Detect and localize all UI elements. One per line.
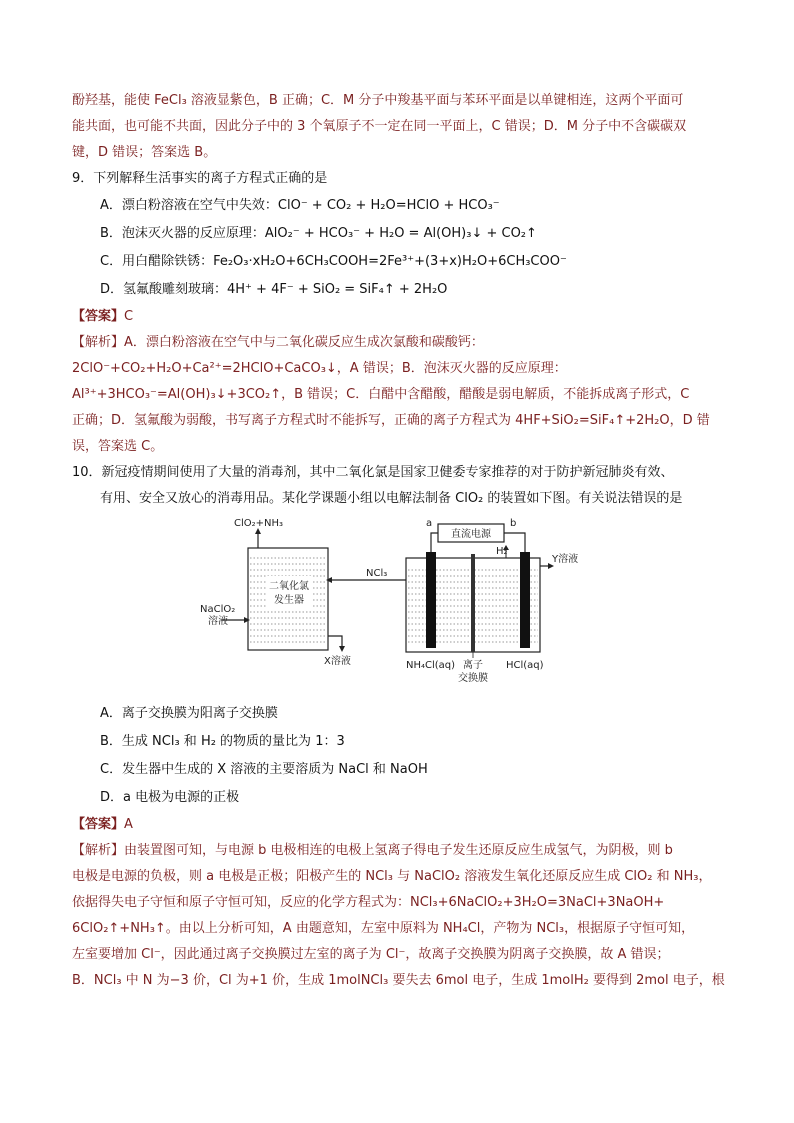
question-stem-line: 有用、安全又放心的消毒用品。某化学课题小组以电解法制备 ClO₂ 的装置如下图。有关说法错误的是 [100,491,683,506]
text-line: 酚羟基，能使 FeCl₃ 溶液显紫色，B 正确；C．M 分子中羧基平面与苯环平面是以单键相连，这两个平面可 [72,93,684,108]
option-d: D．氢氟酸雕刻玻璃：4H⁺ + 4F⁻ + SiO₂ = SiF₄↑ + 2H₂O [100,282,448,297]
arrow-down-icon [339,646,345,652]
analysis-line: 误，答案选 C。 [72,439,164,454]
membrane-label: 离子 [463,660,483,671]
terminal-b-label: b [510,518,517,529]
analysis-line: Al³⁺+3HCO₃⁻=Al(OH)₃↓+3CO₂↑，B 错误；C．白醋中含醋酸，醋酸是弱电解质，不能拆成离子形式，C [72,387,690,402]
text-line: 能共面，也可能不共面，因此分子中的 3 个氧原子不一定在同一平面上，C 错误；D．M 分子中不含碳碳双 [72,119,687,134]
ncl3-label: NCl₃ [366,568,388,579]
ion-exchange-membrane [471,554,475,652]
x-outlet-pipe [328,636,342,650]
question-9 [72,166,726,460]
intro-paragraph [72,88,726,166]
answer-tag: 【答案】 [72,309,125,324]
analysis-line: 正确；D．氢氟酸为弱酸，书写离子方程式时不能拆写，正确的离子方程式为 4HF+SiO₂=SiF₄↑+2H₂O，D 错 [72,413,710,428]
y-outlet-label: Y溶液 [552,554,579,565]
option-c: C．发生器中生成的 X 溶液的主要溶质为 NaCl 和 NaOH [100,762,428,777]
anode-electrode [426,552,436,648]
inlet-label: NaClO₂ [200,604,236,615]
analysis [72,330,726,460]
option-a: A．漂白粉溶液在空气中失效：ClO⁻ + CO₂ + H₂O=HClO + HCO₃⁻ [100,198,500,213]
analysis-line: 左室要增加 Cl⁻，因此通过离子交换膜过左室的离子为 Cl⁻，故离子交换膜为阴离子交换膜，故 A 错误； [72,947,670,962]
answer-line [72,812,726,838]
catholyte-label: HCl(aq) [506,660,544,671]
analysis-line: B．NCl₃ 中 N 为−3 价，Cl 为+1 价，生成 1molNCl₃ 要失去 6mol 电子，生成 1molH₂ 要得到 2mol 电子，根 [72,973,725,988]
analysis-line: 6ClO₂↑+NH₃↑。由以上分析可知，A 由题意知，左室中原料为 NH₄Cl，产物为 NCl₃，根据原子守恒可知， [72,921,695,936]
option-a: A．离子交换膜为阳离子交换膜 [100,706,278,721]
analysis-line: 【解析】由装置图可知，与电源 b 电极相连的电极上氢离子得电子发生还原反应生成氢气，为阴极，则 b [72,843,673,858]
option-d: D．a 电极为电源的正极 [100,790,240,805]
analysis [72,838,726,994]
power-label: 直流电源 [451,529,491,540]
outlet-label: ClO₂+NH₃ [234,518,284,529]
option-c: C．用白醋除铁锈：Fe₂O₃·xH₂O+6CH₃COOH=2Fe³⁺+(3+x)H₂O+6CH₃COO⁻ [100,254,567,269]
analysis-line: 2ClO⁻+CO₂+H₂O+Ca²⁺=2HClO+CaCO₃↓，A 错误；B．泡沫灭火器的反应原理： [72,361,567,376]
text-line: 键，D 错误；答案选 B。 [72,145,217,160]
answer-tag: 【答案】 [72,817,125,832]
analysis-line: 【解析】A．漂白粉溶液在空气中与二氧化碳反应生成次氯酸和碳酸钙： [72,335,484,350]
electrolysis-apparatus-figure [72,518,726,686]
question-stem: 9．下列解释生活事实的离子方程式正确的是 [72,171,328,186]
answer-value: C [124,309,134,324]
document-page [72,88,726,994]
question-stem-line: 10．新冠疫情期间使用了大量的消毒剂，其中二氧化氯是国家卫健委专家推荐的对于防护新冠肺炎有效、 [72,465,674,480]
generator-label: 发生器 [274,595,304,606]
membrane-label: 交换膜 [458,673,488,684]
question-10 [72,460,726,994]
terminal-a-label: a [426,518,433,529]
h2-label: H₂ [496,546,508,557]
generator-label: 二氧化氯 [269,581,309,592]
inlet-label: 溶液 [208,616,228,627]
anolyte-label: NH₄Cl(aq) [406,660,456,671]
analysis-line: 依据得失电子守恒和原子守恒可知，反应的化学方程式为：NCl₃+6NaClO₂+3H₂O=3NaCl+3NaOH+ [72,895,665,910]
x-outlet-label: X溶液 [324,656,351,667]
option-b: B．生成 NCl₃ 和 H₂ 的物质的量比为 1：3 [100,734,345,749]
analysis-line: 电极是电源的负极，则 a 电极是正极；阳极产生的 NCl₃ 与 NaClO₂ 溶液发生氧化还原反应生成 ClO₂ 和 NH₃， [72,869,712,884]
cathode-electrode [520,552,530,648]
answer-line [72,304,726,330]
apparatus-diagram [200,518,579,686]
answer-value: A [124,817,133,832]
wire-a [431,533,438,552]
option-b: B．泡沫灭火器的反应原理：AlO₂⁻ + HCO₃⁻ + H₂O = Al(OH)₃↓ + CO₂↑ [100,226,537,241]
